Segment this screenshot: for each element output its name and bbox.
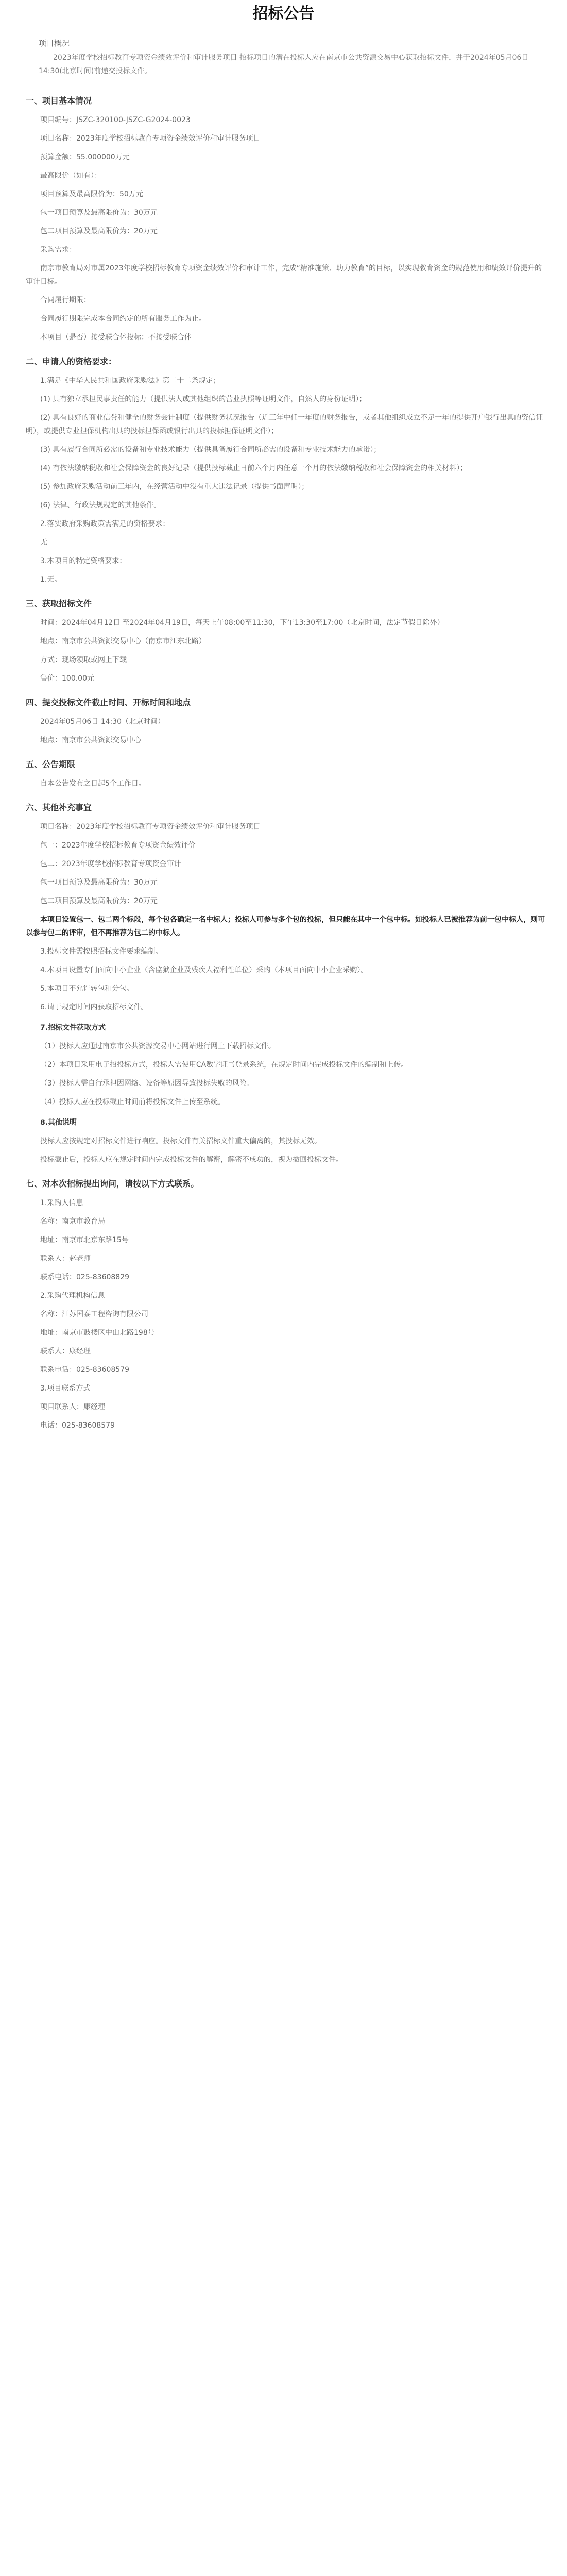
project-number: 项目编号：JSZC-320100-JSZC-G2024-0023 (40, 116, 191, 124)
contact-line: 3.项目联系方式 (40, 1384, 91, 1393)
contact-line: 名称：南京市教育局 (40, 1217, 105, 1226)
other-item: 3.投标文件需按照招标文件要求编制。 (40, 947, 163, 956)
lot2-budget: 包二项目预算及最高限价为：20万元 (40, 227, 158, 235)
section-get-bid-docs: 三、获取招标文件 (26, 599, 92, 608)
contact-line: 联系人：康经理 (40, 1347, 91, 1355)
doc-price: 售价：100.00元 (40, 674, 94, 683)
budget-amount: 预算金额：55.000000万元 (40, 153, 130, 161)
other-line: 包一：2023年度学校招标教育专项资金绩效评价 (40, 841, 196, 850)
announcement-title: 招标公告 (252, 5, 315, 23)
summary-heading: 项目概况 (39, 39, 70, 48)
contact-line: 联系电话：025-83608579 (40, 1366, 130, 1374)
contact-line: 联系人：赵老师 (40, 1255, 91, 1263)
other-item: 4.本项目设置专门面向中小企业（含监狱企业及残疾人福利性单位）采购（本项目面向中小企业采购）。 (40, 966, 368, 974)
doc-method-line: （3）投标人需自行承担因网络、设备等原因导致投标失败的风险。 (40, 1079, 254, 1088)
section-contact: 七、对本次招标提出询问，请按以下方式联系。 (26, 1179, 199, 1189)
qualification-line: (5) 参加政府采购活动前三年内，在经营活动中没有重大违法记录（提供书面声明）； (40, 483, 309, 491)
procurement-needs: 南京市教育局对市属2023年度学校招标教育专项资金绩效评价和审计工作，完成“精准施策、助力教育”的目标，以实现教育资金的规范使用和绩效评价提升的审计目标。 (26, 264, 542, 286)
qualification-line: 2.落实政府采购政策需满足的资格要求： (40, 520, 170, 528)
project-summary-box (26, 29, 546, 83)
section-project-basic-info: 一、项目基本情况 (26, 96, 92, 106)
subsection-other-notes: 8.其他说明 (40, 1118, 77, 1127)
doc-method-line: （4）投标人应在投标截止时间前将投标文件上传至系统。 (40, 1098, 225, 1106)
page (0, 3, 567, 2576)
contact-line: 名称：江苏国泰工程咨询有限公司 (40, 1310, 148, 1318)
deadline-time: 2024年05月06日 14:30（北京时间） (40, 718, 165, 726)
qualification-line: (6) 法律、行政法规规定的其他条件。 (40, 501, 161, 510)
contract-period: 合同履行期限完成本合同约定的所有服务工作为止。 (40, 315, 206, 323)
doc-time: 时间：2024年04月12日 至2024年04月19日，每天上午08:00至11:30，下午13:30至17:00（北京时间，法定节假日除外） (40, 619, 444, 627)
qualification-line: 无 (40, 538, 47, 547)
qualification-line: (1) 具有独立承担民事责任的能力（提供法人或其他组织的营业执照等证明文件，自然人的身份证明）； (40, 395, 367, 403)
subsection-doc-method: 7.招标文件获取方式 (40, 1024, 106, 1032)
doc-method-line: （2）本项目采用电子招投标方式，投标人需使用CA数字证书登录系统，在规定时间内完成投标文件的编制和上传。 (40, 1061, 408, 1069)
section-deadline: 四、提交投标文件截止时间、开标时间和地点 (26, 698, 191, 707)
contact-line: 2.采购代理机构信息 (40, 1292, 105, 1300)
section-notice-period: 五、公告期限 (26, 759, 76, 769)
contact-line: 地址：南京市鼓楼区中山北路198号 (40, 1329, 155, 1337)
contact-line: 1.采购人信息 (40, 1199, 83, 1207)
doc-method: 方式：现场领取或网上下载 (40, 656, 127, 664)
doc-method-line: （1）投标人应通过南京市公共资源交易中心网站进行网上下载招标文件。 (40, 1042, 276, 1050)
deadline-location: 地点：南京市公共资源交易中心 (40, 736, 141, 744)
other-item: 5.本项目不允许转包和分包。 (40, 985, 134, 993)
contact-line: 电话：025-83608579 (40, 1421, 115, 1430)
other-note-line: 投标截止后，投标人应在规定时间内完成投标文件的解密，解密不成功的，视为撤回投标文件。 (40, 1156, 343, 1164)
end-spacer (26, 1432, 546, 1437)
other-item: 6.请于规定时间内获取招标文件。 (40, 1003, 148, 1011)
notice-period: 自本公告发布之日起5个工作日。 (40, 779, 146, 788)
other-line: 项目名称：2023年度学校招标教育专项资金绩效评价和审计服务项目 (40, 823, 261, 831)
procurement-needs-label: 采购需求： (40, 246, 76, 254)
section-qualification: 二、申请人的资格要求： (26, 357, 117, 366)
budget-line: 项目预算及最高限价为：50万元 (40, 190, 143, 198)
contact-line: 地址：南京市北京东路15号 (40, 1236, 129, 1244)
other-line: 包二：2023年度学校招标教育专项资金审计 (40, 860, 181, 868)
contract-period-label: 合同履行期限： (40, 296, 91, 304)
qualification-line: (4) 有依法缴纳税收和社会保障资金的良好记录（提供投标截止日前六个月内任意一个月的依法缴纳税收和社会保障资金的相关材料）； (40, 464, 468, 472)
other-note-line: 投标人应按规定对招标文件进行响应。投标文件有关招标文件重大偏离的，其投标无效。 (40, 1137, 321, 1145)
contact-line: 联系电话：025-83608829 (40, 1273, 130, 1281)
contact-line: 项目联系人：康经理 (40, 1403, 105, 1411)
summary-body: 2023年度学校招标教育专项资金绩效评价和审计服务项目 招标项目的潜在投标人应在南京市公共资源交易中心获取招标文件，并于2024年05月06日 14:30(北京时间)前递交投标文件。 (39, 54, 529, 75)
max-price: 最高限价（如有）： (40, 172, 101, 180)
qualification-line: 1.满足《中华人民共和国政府采购法》第二十二条规定； (40, 377, 220, 385)
qualification-line: (2) 具有良好的商业信誉和健全的财务会计制度（提供财务状况报告（近三年中任一年度的财务报告，或者其他组织成立不足一年的提供开户银行出具的资信证明），或提供专业担保机构出具的投标担保函或银行出具的投标担保证明文件）； (26, 414, 543, 435)
consortium-note: 本项目（是否）接受联合体投标：不接受联合体 (40, 333, 192, 342)
project-name: 项目名称：2023年度学校招标教育专项资金绩效评价和审计服务项目 (40, 134, 261, 143)
lot1-budget: 包一项目预算及最高限价为：30万元 (40, 209, 158, 217)
qualification-line: (3) 具有履行合同所必需的设备和专业技术能力（提供具备履行合同所必需的设备和专业技术能力的承诺）； (40, 446, 381, 454)
other-line: 包二项目预算及最高限价为：20万元 (40, 897, 158, 905)
doc-location: 地点：南京市公共资源交易中心（南京市江东北路） (40, 637, 206, 646)
qualification-line: 1.无。 (40, 575, 62, 584)
lot-rule-note: 本项目设置包一、包二两个标段，每个包各确定一名中标人；投标人可参与多个包的投标，但只能在其中一个包中标。如投标人已被推荐为前一包中标人，则可以参与包二的评审，但不再推荐为包二的中标人。 (26, 916, 545, 937)
qualification-line: 3.本项目的特定资格要求： (40, 557, 127, 565)
section-other-matters: 六、其他补充事宜 (26, 803, 92, 812)
announcement-content (0, 29, 567, 1437)
other-line: 包一项目预算及最高限价为：30万元 (40, 878, 158, 887)
